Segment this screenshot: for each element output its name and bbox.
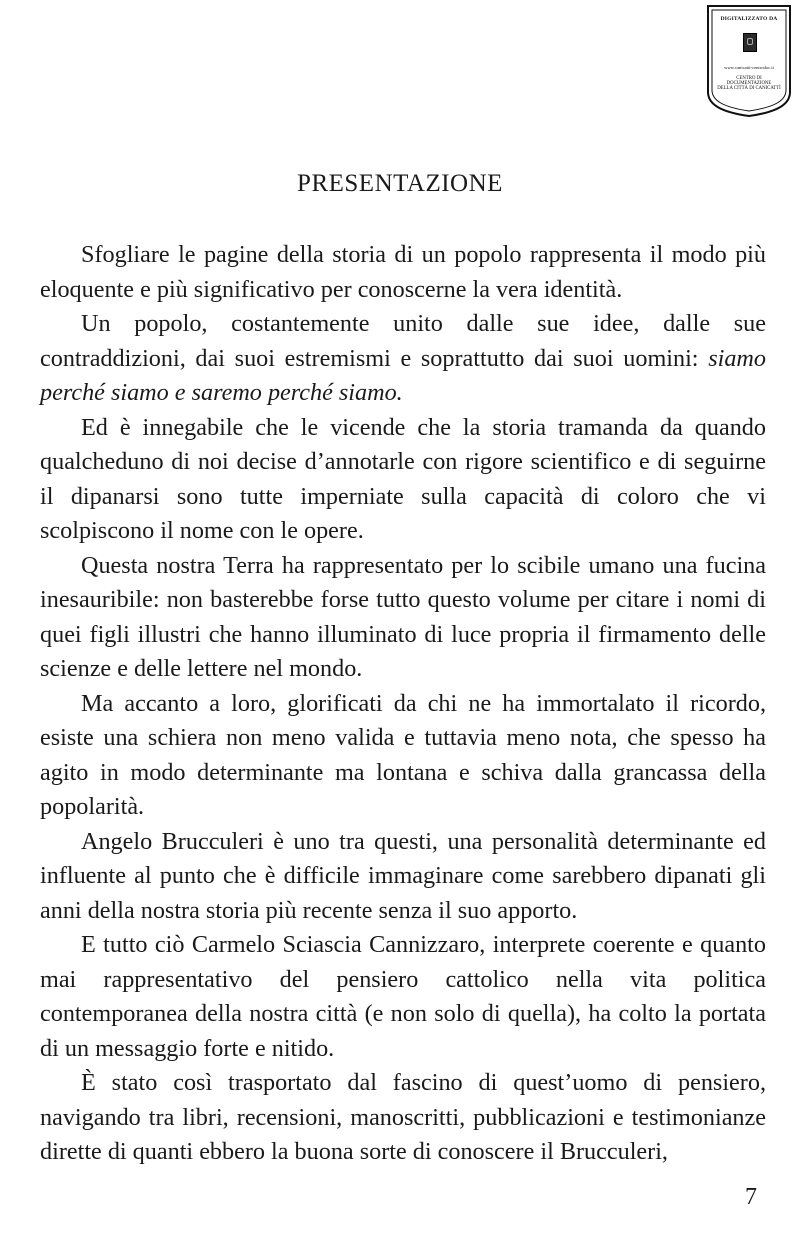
paragraph bbox=[40, 307, 766, 411]
digitization-stamp bbox=[706, 4, 792, 118]
italic-quote: siamo perché siamo e saremo perché siamo. bbox=[40, 344, 766, 406]
paragraph: È stato così trasportato dal fascino di quest’uomo di pensiero, navigando tra libri, recensioni, manoscritti, pubblicazioni e testimonianze dirette di quanti ebbero la buona sorte di conoscere il Brucculeri, bbox=[40, 1069, 766, 1165]
stamp-line-digitized-by: DIGITALIZZATO DA bbox=[720, 16, 778, 22]
page-number: 7 bbox=[745, 1184, 757, 1210]
paragraph: Sfogliare le pagine della storia di un popolo rappresenta il modo più eloquente e più significativo per conoscerne la vera identità. bbox=[40, 241, 766, 303]
paragraph: E tutto ciò Carmelo Sciascia Cannizzaro, interprete coerente e quanto mai rappresentativo del pensiero cattolico nella vita politica contemporanea della nostra città (e non solo di quella), ha colto la portata di un messaggio forte e nitido. bbox=[40, 931, 766, 1062]
paragraph-text: Un popolo, costantemente unito dalle sue idee, dalle sue contraddizioni, dai suoi estremismi e soprattutto dai suoi uomini: bbox=[40, 310, 766, 372]
stamp-line-centre: CENTRO DI DOCUMENTAZIONE bbox=[726, 76, 772, 86]
city-crest-icon bbox=[743, 33, 757, 52]
paragraph: Ma accanto a loro, glorificati da chi ne ha immortalato il ricordo, esiste una schiera non meno valida e tuttavia meno nota, che spesso ha agito in modo determinante ma lontana e schiva dalla grancassa della popolarità. bbox=[40, 689, 766, 820]
body-text bbox=[40, 238, 766, 1170]
paragraph: Ed è innegabile che le vicende che la storia tramanda da quando qualcheduno di noi decise d’annotarle con rigore scientifico e di seguirne il dipanarsi sono tutte imperniate sulla capacità di coloro che vi scolpiscono il nome con le opere. bbox=[40, 413, 766, 544]
paragraph: Angelo Brucculeri è uno tra questi, una personalità determinante ed influente al punto che è difficile immaginare come sarebbero dipanati gli anni della nostra storia più recente senza il suo apporto. bbox=[40, 827, 766, 924]
page-title: PRESENTAZIONE bbox=[297, 170, 503, 197]
stamp-line-website: www.canicatti-centrodoc.it bbox=[724, 65, 774, 70]
paragraph: Questa nostra Terra ha rappresentato per lo scibile umano una fucina inesauribile: non basterebbe forse tutto questo volume per citare i nomi di quei figli illustri che hanno illuminato di luce propria il firmamento delle scienze e delle lettere nel mondo. bbox=[40, 551, 766, 682]
stamp-line-city: DELLA CITTÀ DI CANICATTÌ bbox=[717, 86, 781, 91]
